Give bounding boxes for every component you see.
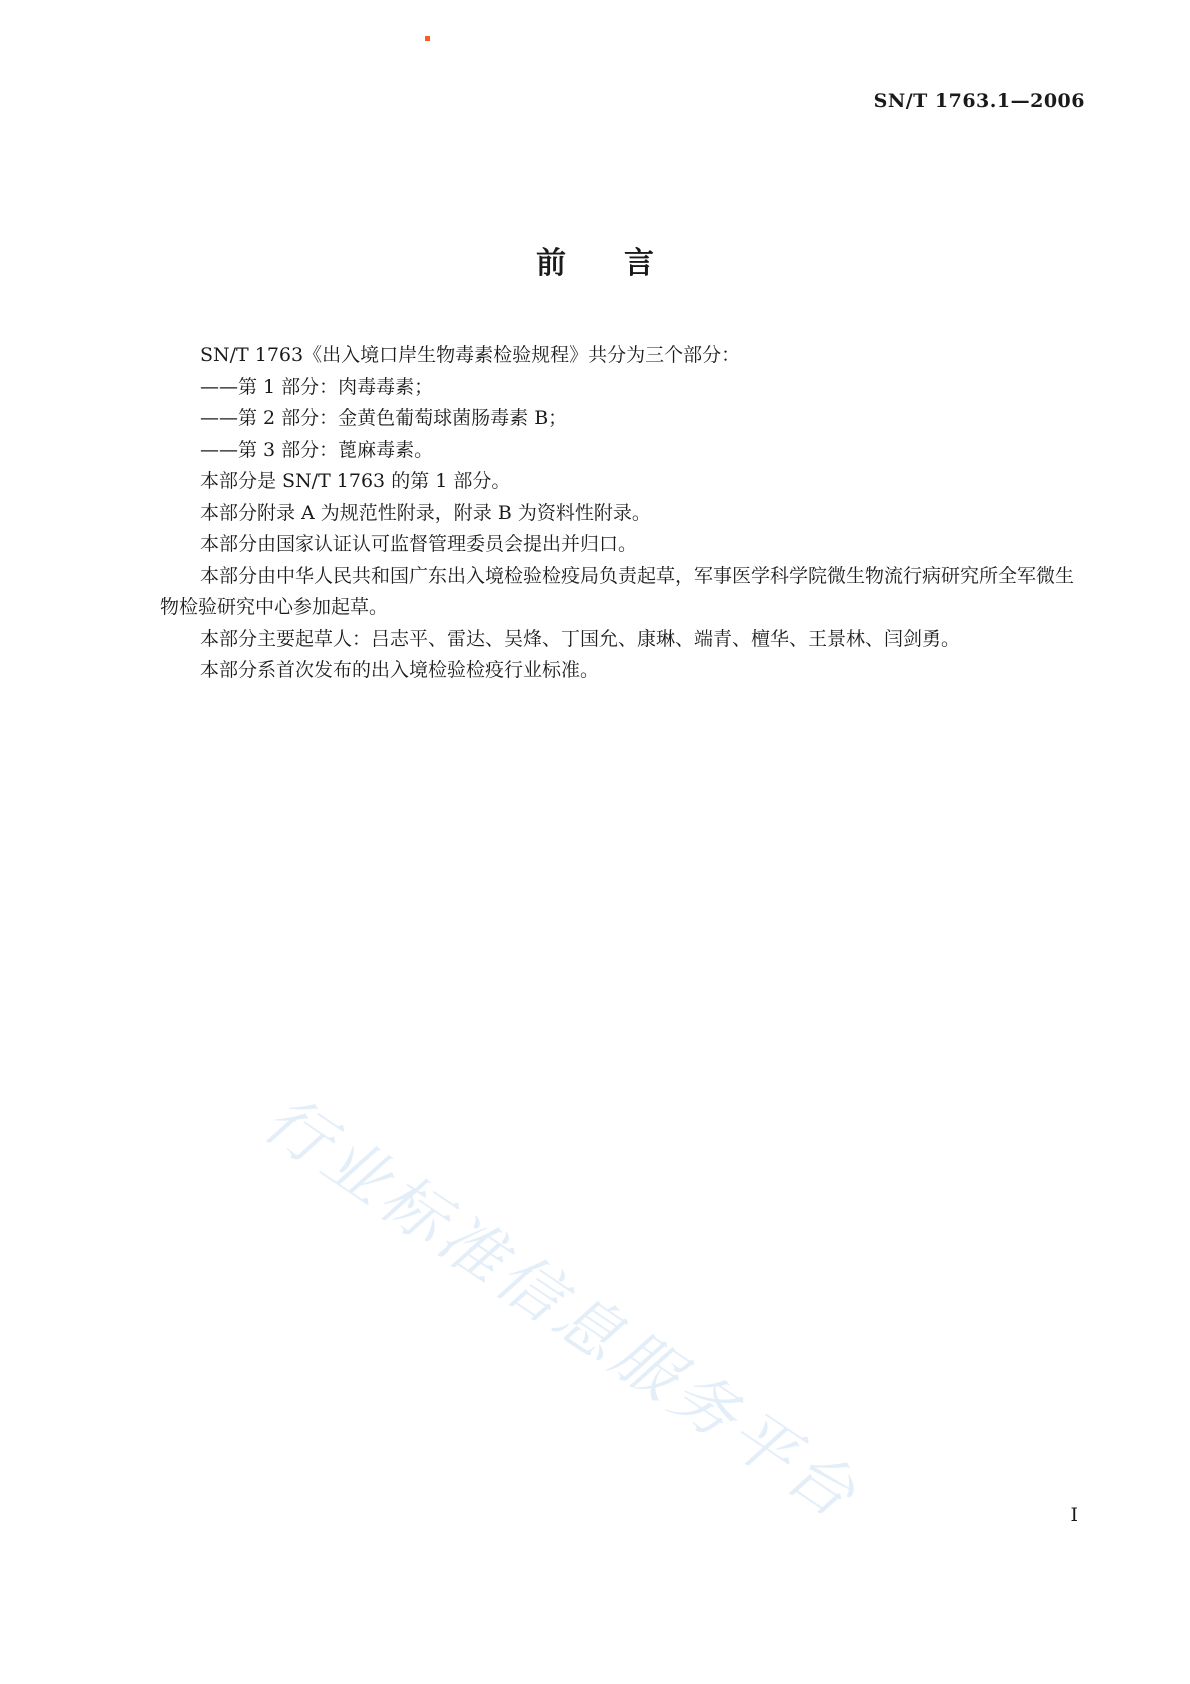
paragraph: 本部分附录 A 为规范性附录，附录 B 为资料性附录。 bbox=[200, 501, 651, 524]
list-item: ——第 2 部分：金黄色葡萄球菌肠毒素 B； bbox=[200, 407, 568, 429]
paragraph: SN/T 1763《出入境口岸生物毒素检验规程》共分为三个部分： bbox=[200, 344, 741, 366]
paragraph: 本部分是 SN/T 1763 的第 1 部分。 bbox=[200, 470, 511, 492]
document-body bbox=[160, 340, 1090, 687]
page-title: 前言 bbox=[536, 246, 712, 281]
paragraph: 本部分系首次发布的出入境检验检疫行业标准。 bbox=[200, 659, 600, 681]
standard-code: SN/T 1763.1—2006 bbox=[873, 90, 1085, 112]
page-number: I bbox=[1070, 1504, 1078, 1526]
watermark: 行业标准信息服务平台 bbox=[250, 1082, 872, 1536]
paragraph: 本部分主要起草人：吕志平、雷达、吴烽、丁国允、康琳、端青、檀华、王景林、闫剑勇。 bbox=[200, 627, 961, 650]
orange-marker bbox=[425, 36, 430, 41]
list-item: ——第 3 部分：蓖麻毒素。 bbox=[200, 438, 434, 461]
paragraph: 本部分由国家认证认可监督管理委员会提出并归口。 bbox=[200, 533, 638, 555]
paragraph: 本部分由中华人民共和国广东出入境检验检疫局负责起草，军事医学科学院微生物流行病研究所全军微生物检验研究中心参加起草。 bbox=[160, 564, 1075, 618]
list-item: ——第 1 部分：肉毒毒素； bbox=[200, 375, 434, 398]
